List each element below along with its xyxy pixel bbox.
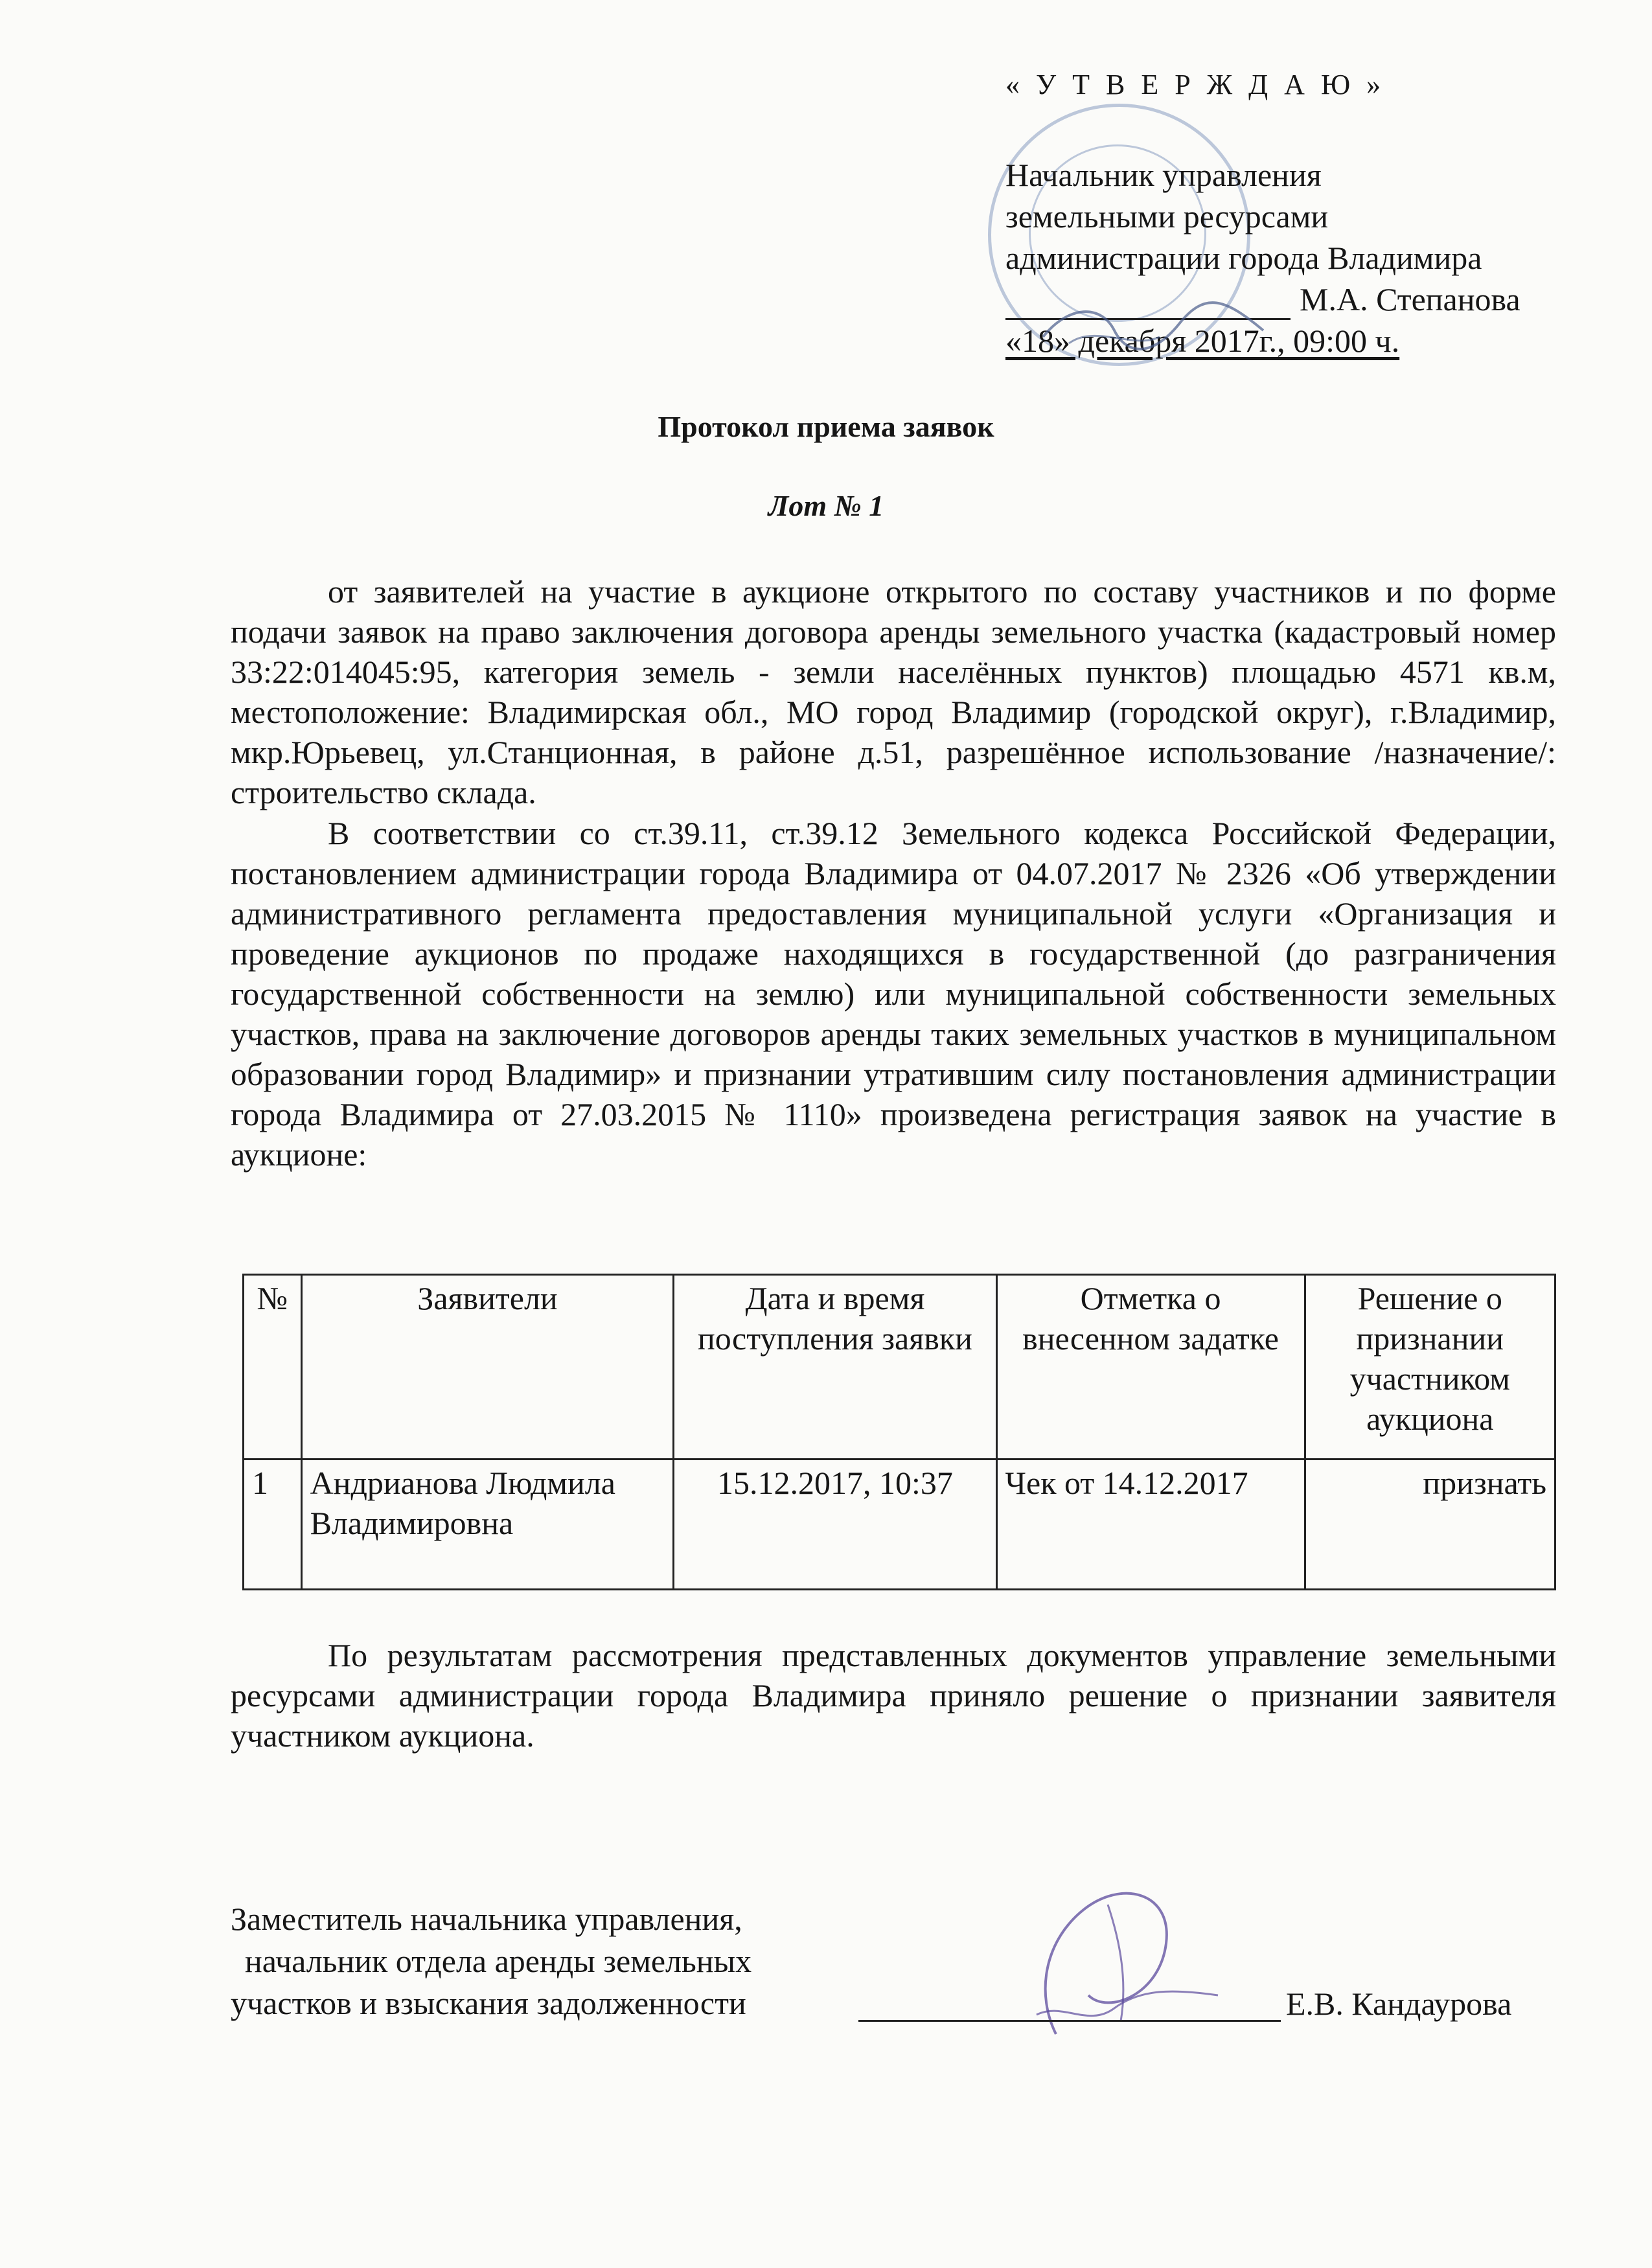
legal-basis-paragraph	[231, 813, 1556, 1174]
table-header-row	[244, 1275, 1555, 1460]
header-datetime: Дата и время поступления заявки	[674, 1275, 996, 1460]
intro-paragraph-text: от заявителей на участие в аукционе открытого по составу участников и по форме подачи заявок на право заключения договора аренды земельного участка (кадастровый номер 33:22:014045:95, категория земель - земли населённых пунктов) площадью 4571 кв.м, местоположение: Владимирская обл., МО город Владимир (городской округ), г.Владимир, мкр.Юрьевец, ул.Станционная, в районе д.51, разрешённое использование /назначение/: строительство склада.	[231, 573, 1556, 810]
intro-paragraph	[231, 571, 1556, 812]
legal-basis-paragraph-text: В соответствии со ст.39.11, ст.39.12 Земельного кодекса Российской Федерации, постановлением администрации города Владимира от 04.07.2017 № 2326 «Об утверждении административного регламента предоставления муниципальной услуги «Организация и проведение аукционов по продаже находящихся в государственной (до разграничения государственной собственности на землю) или муниципальной собственности земельных участков, права на заключение договоров аренды таких земельных участков в муниципальном образовании город Владимир» и признании утратившим силу постановления администрации города Владимира от 27.03.2015 № 1110» произведена регистрация заявок на участие в аукционе:	[231, 815, 1556, 1173]
signatory-position	[231, 1898, 751, 2024]
cell-deposit: Чек от 14.12.2017	[996, 1460, 1305, 1590]
cell-decision: признать	[1305, 1460, 1555, 1590]
header-applicants: Заявители	[301, 1275, 674, 1460]
signatory-line3: участков и взыскания задолженности	[231, 1985, 746, 2021]
approval-position-line3: администрации города Владимира	[1005, 240, 1482, 276]
approval-signer: М.А. Степанова	[1300, 281, 1520, 317]
document-title: Протокол приема заявок	[658, 410, 994, 443]
approval-signature-scribble	[1030, 279, 1276, 369]
cell-number: 1	[244, 1460, 302, 1590]
approval-date: «18» декабря 2017г., 09:00 ч.	[1005, 323, 1400, 359]
approval-position-line2: земельными ресурсами	[1005, 198, 1329, 235]
cell-datetime: 15.12.2017, 10:37	[674, 1460, 996, 1590]
header-decision: Решение о признании участником аукциона	[1305, 1275, 1555, 1460]
signatory-name: Е.В. Кандаурова	[1286, 1986, 1512, 2022]
approval-position-line1: Начальник управления	[1005, 157, 1322, 193]
signature-scribble	[959, 1866, 1231, 2060]
header-deposit: Отметка о внесенном задатке	[996, 1275, 1305, 1460]
lot-number: Лот № 1	[768, 489, 884, 522]
decision-paragraph	[231, 1635, 1556, 1756]
approval-heading: « У Т В Е Р Ж Д А Ю »	[1005, 69, 1386, 100]
applications-table	[242, 1274, 1556, 1590]
decision-paragraph-text: По результатам рассмотрения представленных документов управление земельными ресурсами администрации города Владимира приняло решение о признании заявителя участником аукциона.	[231, 1637, 1556, 1754]
header-number: №	[244, 1275, 302, 1460]
table-row	[244, 1460, 1555, 1590]
signatory-line2: начальник отдела аренды земельных	[245, 1943, 752, 1979]
signature-line	[858, 2020, 1281, 2022]
cell-applicant: Андрианова Людмила Владимировна	[301, 1460, 674, 1590]
signatory-line1: Заместитель начальника управления,	[231, 1901, 742, 1937]
